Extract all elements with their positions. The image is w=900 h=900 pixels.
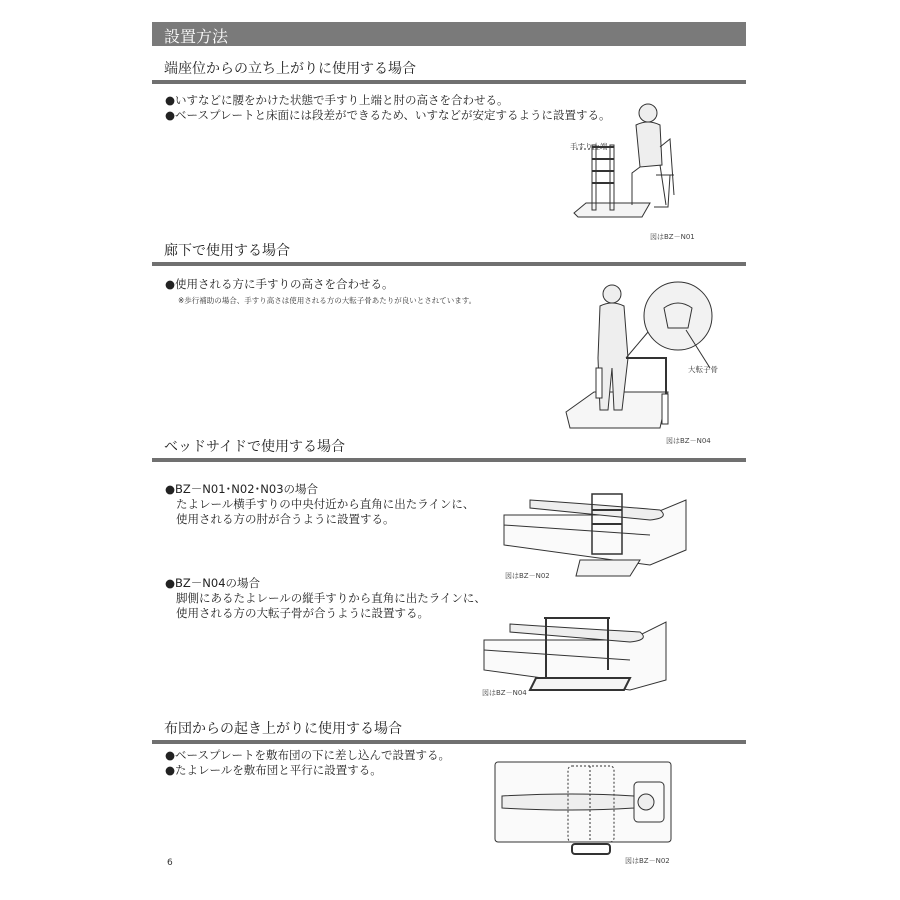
section-heading-futon [152,718,746,744]
figure-caption: 図はBZ－N02 [505,572,550,580]
instruction-line: 使用される方の大転子骨が合うように設置する。 [176,606,429,620]
bedside-n02-illustration [500,490,690,580]
page-title-bar [152,22,746,46]
section-heading-sitting [152,58,746,84]
instruction-line: 脚側にあるたよレールの縦手すりから直角に出たラインに、 [176,591,486,605]
chair-handrail-illustration [570,95,690,225]
section-heading-text: ベッドサイドで使用する場合 [164,439,346,455]
section-heading-text: 布団からの起き上がりに使用する場合 [164,721,402,737]
section-heading-text: 端座位からの立ち上がりに使用する場合 [164,61,416,77]
instruction-line: ●たよレールを敷布団と平行に設置する。 [165,763,382,777]
figure-caption: 図はBZ－N02 [625,857,670,865]
handrail-top-label: 手すり上端 [570,142,608,151]
section-heading-hallway [152,240,746,266]
hallway-handrail-illustration [560,278,730,438]
instruction-line: ●いすなどに腰をかけた状態で手すり上端と肘の高さを合わせる。 [165,93,509,107]
item-title: ●BZ－N04の場合 [165,576,261,590]
instruction-line: たよレール横手すりの中央付近から直角に出たラインに、 [176,497,475,511]
instruction-line: 使用される方の肘が合うように設置する。 [176,512,395,526]
figure-caption: 図はBZ－N04 [482,689,527,697]
figure-caption: 図はBZ－N04 [666,437,711,445]
instruction-line: ●使用される方に手すりの高さを合わせる。 [165,277,394,291]
item-title: ●BZ－N01･N02･N03の場合 [165,482,319,496]
note-text: ※歩行補助の場合、手すり高さは使用される方の大転子骨あたりが良いとされています。 [178,296,477,305]
instruction-line: ●ベースプレートと床面には段差ができるため、いすなどが安定するように設置する。 [165,108,611,122]
greater-trochanter-label: 大転子骨 [688,365,718,374]
figure-caption: 図はBZ－N01 [650,233,695,241]
section-heading-text: 廊下で使用する場合 [164,243,290,259]
page-number: 6 [167,858,173,868]
section-heading-bedside [152,436,746,462]
page-title: 設置方法 [164,27,229,46]
bedside-n04-illustration [480,610,670,700]
futon-topview-illustration [494,760,674,856]
instruction-line: ●ベースプレートを敷布団の下に差し込んで設置する。 [165,748,450,762]
